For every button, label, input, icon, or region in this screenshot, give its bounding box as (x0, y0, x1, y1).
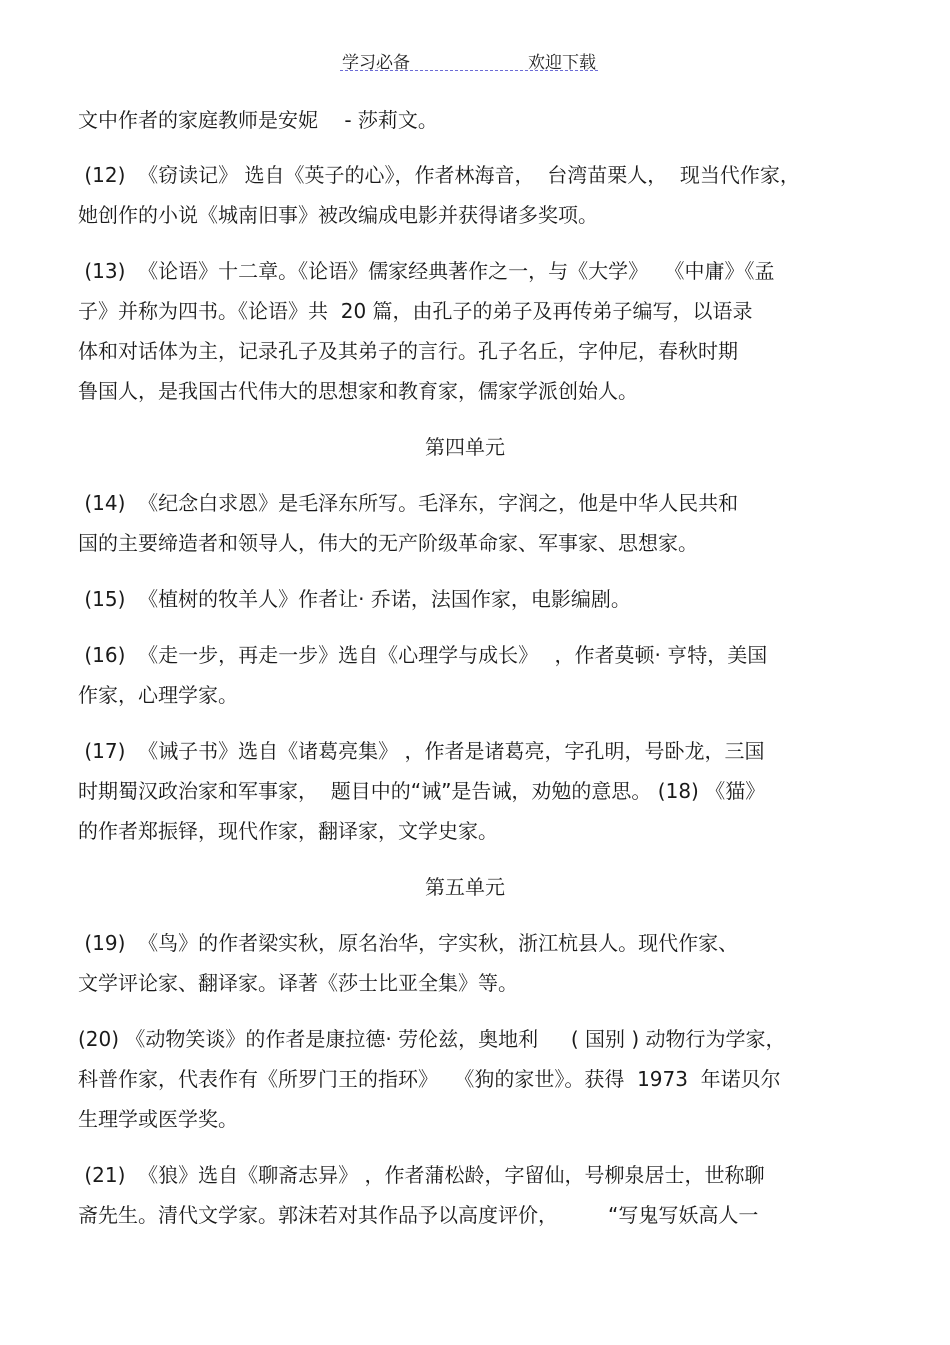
text-line: (12) 《窃读记》 选自《英子的心》，作者林海音， 台湾苗栗人， 现当代作家， (78, 163, 800, 187)
text-line: 的作者郑振铎，现代作家，翻译家，文学史家。 (78, 819, 498, 843)
text-line: 斋先生。清代文学家。郭沫若对其作品予以高度评价， “写鬼写妖高人一 (78, 1203, 759, 1227)
text-line: (19) 《鸟》的作者梁实秋，原名治华，字实秋，浙江杭县人。现代作家、 (78, 931, 739, 955)
section-heading: 第四单元 (425, 435, 505, 459)
text-line: (20) 《动物笑谈》的作者是康拉德· 劳伦兹，奥地利 ( 国别 ) 动物行为学家， (78, 1027, 786, 1051)
header-dashed-rule (340, 70, 598, 71)
text-line: 国的主要缔造者和领导人，伟大的无产阶级革命家、军事家、思想家。 (78, 531, 698, 555)
text-line: 时期蜀汉政治家和军事家， 题目中的“诫”是告诫，劝勉的意思。 (18) 《猫》 (78, 779, 766, 803)
text-line: (15) 《植树的牧羊人》作者让· 乔诺，法国作家，电影编剧。 (78, 587, 631, 611)
text-line: (13) 《论语》十二章。《论语》儒家经典著作之一，与《大学》 《中庸》《孟 (78, 259, 775, 283)
header-left-text: 学习必备 (342, 53, 410, 73)
text-line: 她创作的小说《城南旧事》被改编成电影并获得诸多奖项。 (78, 203, 598, 227)
text-line: (17) 《诫子书》选自《诸葛亮集》 ，作者是诸葛亮，字孔明，号卧龙，三国 (78, 739, 765, 763)
page-header (338, 48, 600, 74)
text-line: (16) 《走一步，再走一步》选自《心理学与成长》 ，作者莫顿· 亨特，美国 (78, 643, 768, 667)
text-line: (21) 《狼》选自《聊斋志异》 ，作者蒲松龄，字留仙，号柳泉居士，世称聊 (78, 1163, 765, 1187)
text-line: 子》并称为四书。《论语》共 20 篇，由孔子的弟子及再传弟子编写，以语录 (78, 299, 753, 323)
header-right-text: 欢迎下载 (528, 53, 596, 73)
text-line: 生理学或医学奖。 (78, 1107, 238, 1131)
text-line: 体和对话体为主，记录孔子及其弟子的言行。孔子名丘，字仲尼，春秋时期 (78, 339, 738, 363)
text-line: 作家，心理学家。 (78, 683, 238, 707)
text-line: 科普作家，代表作有《所罗门王的指环》 《狗的家世》。获得 1973 年诺贝尔 (78, 1067, 781, 1091)
text-line: 文中作者的家庭教师是安妮 - 莎莉文。 (78, 108, 438, 132)
text-line: (14) 《纪念白求恩》是毛泽东所写。毛泽东，字润之，他是中华人民共和 (78, 491, 739, 515)
section-heading: 第五单元 (425, 875, 505, 899)
text-line: 文学评论家、翻译家。译著《莎士比亚全集》等。 (78, 971, 518, 995)
text-line: 鲁国人，是我国古代伟大的思想家和教育家，儒家学派创始人。 (78, 379, 638, 403)
